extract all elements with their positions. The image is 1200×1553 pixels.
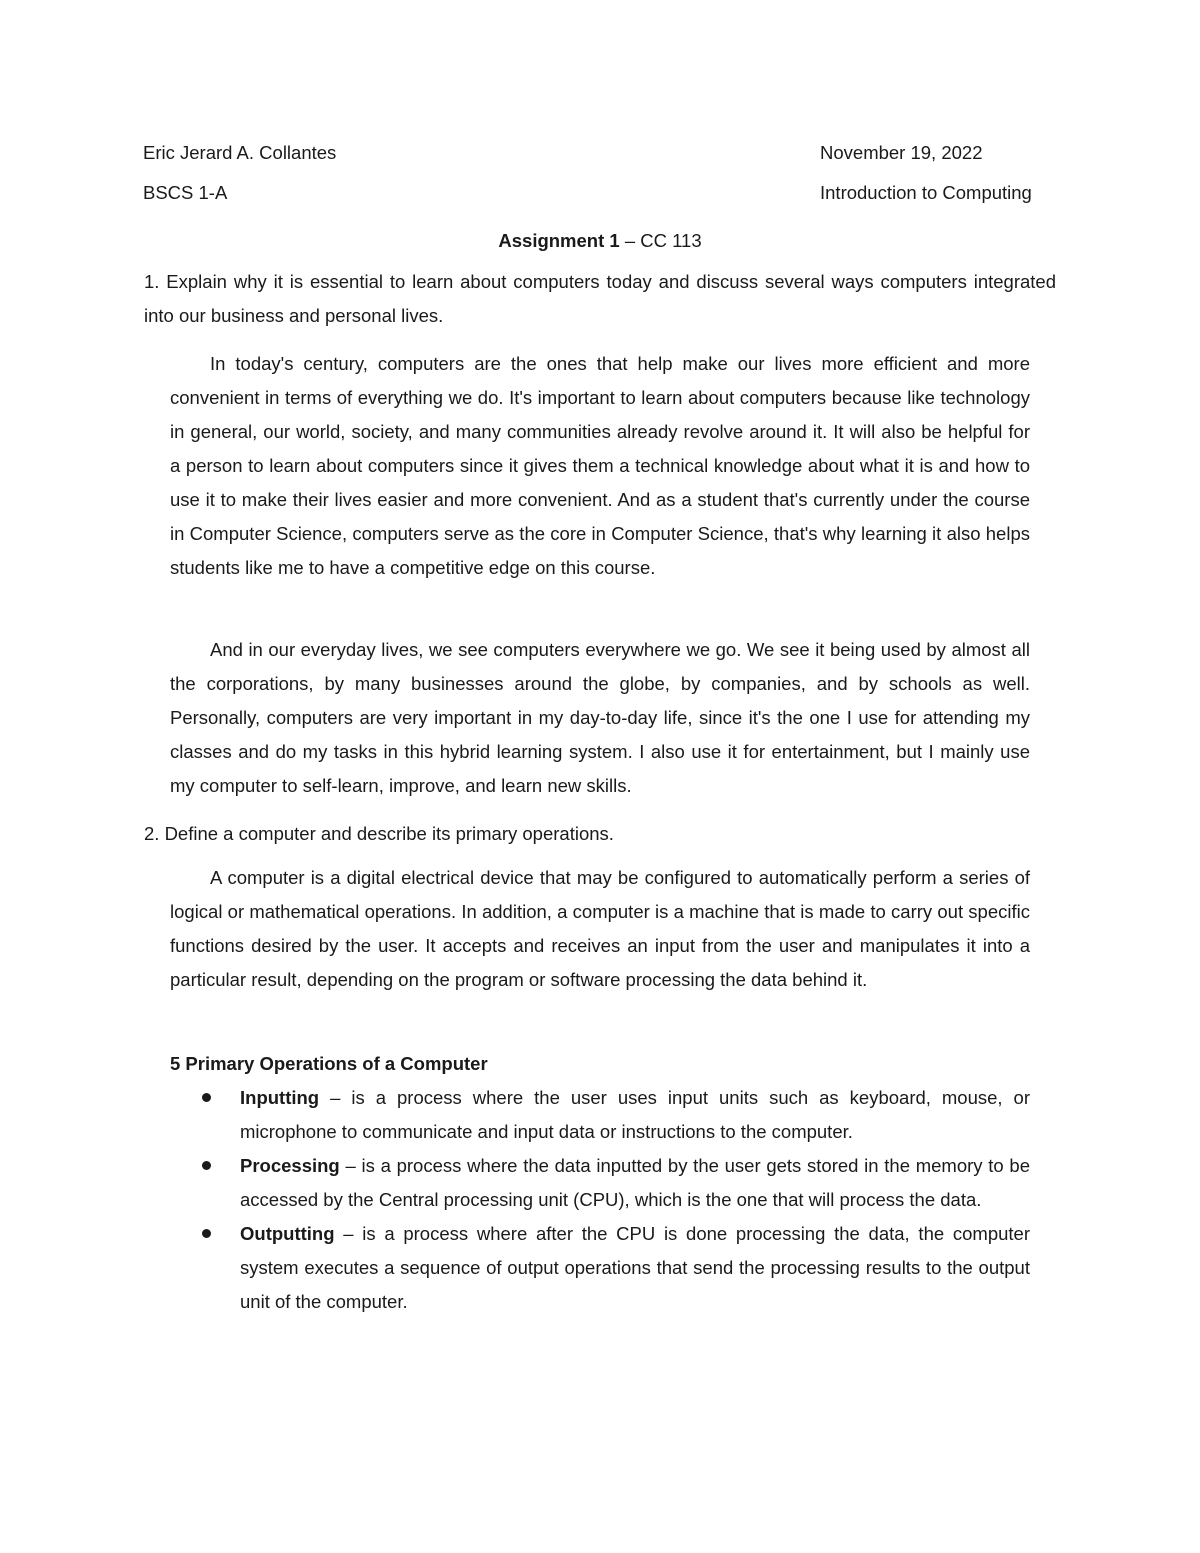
operation-term: Outputting bbox=[240, 1223, 335, 1244]
list-item bbox=[240, 1081, 1030, 1149]
document-title bbox=[0, 229, 1200, 253]
title-bold: Assignment 1 bbox=[498, 230, 620, 251]
student-section: BSCS 1-A bbox=[143, 182, 228, 203]
student-name: Eric Jerard A. Collantes bbox=[143, 142, 337, 163]
operation-description: – is a process where the user uses input units such as keyboard, mouse, or microphone to communicate and input data or instructions to the computer. bbox=[240, 1087, 1030, 1142]
list-item bbox=[240, 1149, 1030, 1217]
bullet-icon bbox=[202, 1161, 211, 1170]
bullet-icon bbox=[202, 1229, 211, 1238]
operations-heading: 5 Primary Operations of a Computer bbox=[170, 1053, 488, 1074]
title-rest: – CC 113 bbox=[619, 230, 702, 251]
answer-1-paragraph-1: In today's century, computers are the ones that help make our lives more efficient and more convenient in terms of everything we do. It's important to learn about computers because like technology in general, our world, society, and many communities already revolve around it. It will also be helpful for a person to learn about computers since it gives them a technical knowledge about what it is and how to use it to make their lives easier and more convenient. And as a student that's currently under the course in Computer Science, computers serve as the core in Computer Science, that's why learning it also helps students like me to have a competitive edge on this course. bbox=[170, 353, 1030, 578]
bullet-icon bbox=[202, 1093, 211, 1102]
course-name: Introduction to Computing bbox=[820, 182, 1032, 203]
question-1: 1. Explain why it is essential to learn about computers today and discuss several ways computers integrated into our business and personal lives. bbox=[144, 271, 1056, 326]
list-item bbox=[240, 1217, 1030, 1319]
answer-1-paragraph-2: And in our everyday lives, we see computers everywhere we go. We see it being used by almost all the corporations, by many businesses around the globe, by companies, and by schools as well. Personally, computers are very important in my day-to-day life, since it's the one I use for attending my classes and do my tasks in this hybrid learning system. I also use it for entertainment, but I mainly use my computer to self-learn, improve, and learn new skills. bbox=[170, 639, 1030, 796]
operation-description: – is a process where the data inputted by the user gets stored in the memory to be accessed by the Central processing unit (CPU), which is the one that will process the data. bbox=[240, 1155, 1030, 1210]
question-2: 2. Define a computer and describe its primary operations. bbox=[144, 823, 614, 844]
operation-term: Inputting bbox=[240, 1087, 320, 1108]
operation-description: – is a process where after the CPU is done processing the data, the computer system executes a sequence of output operations that send the processing results to the output unit of the computer. bbox=[240, 1223, 1030, 1312]
answer-2-paragraph: A computer is a digital electrical device that may be configured to automatically perform a series of logical or mathematical operations. In addition, a computer is a machine that is made to carry out specific functions desired by the user. It accepts and receives an input from the user and manipulates it into a particular result, depending on the program or software processing the data behind it. bbox=[170, 867, 1030, 990]
operations-list bbox=[240, 1081, 1030, 1319]
operation-term: Processing bbox=[240, 1155, 340, 1176]
assignment-date: November 19, 2022 bbox=[820, 142, 983, 163]
